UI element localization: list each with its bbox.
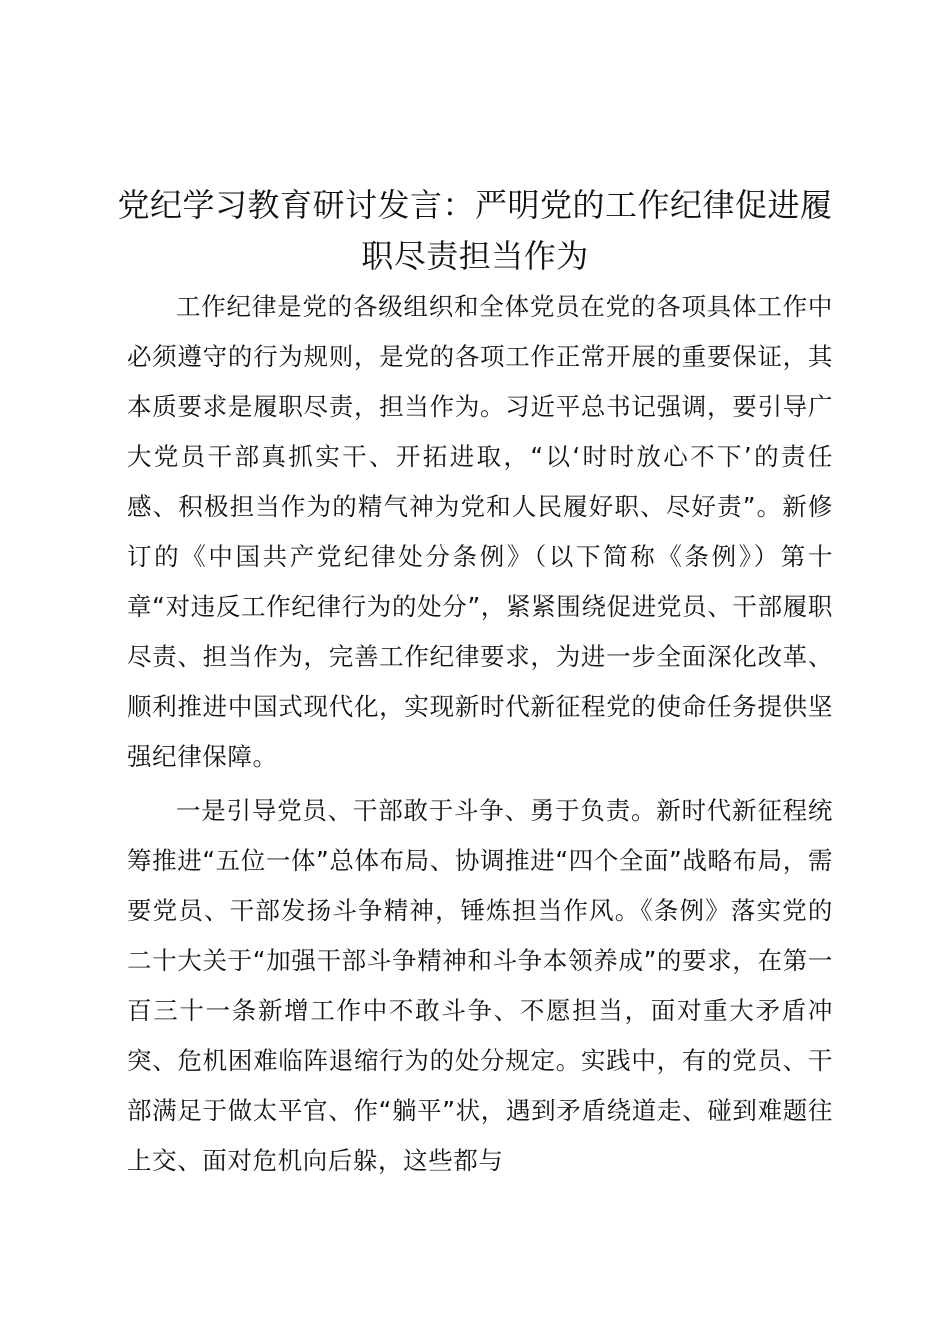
document-title: 党纪学习教育研讨发言：严明党的工作纪律促进履职尽责担当作为 — [117, 186, 833, 275]
document-body — [127, 282, 833, 1190]
paragraph: 工作纪律是党的各级组织和全体党员在党的各项具体工作中必须遵守的行为规则，是党的各项工作正常开展的重要保证，其本质要求是履职尽责，担当作为。习近平总书记强调，要引导广大党员干部真抓实干、开拓进取，“以‘时时放心不下’的责任感、积极担当作为的精气神为党和人民履好职、尽好责”。新修订的《中国共产党纪律处分条例》（以下简称《条例》）第十章“对违反工作纪律行为的处分”，紧紧围绕促进党员、干部履职尽责、担当作为，完善工作纪律要求，为进一步全面深化改革、顺利推进中国式现代化，实现新时代新征程党的使命任务提供坚强纪律保障。 — [127, 292, 833, 771]
paragraph: 一是引导党员、干部敢于斗争、勇于负责。新时代新征程统筹推进“五位一体”总体布局、协调推进“四个全面”战略布局，需要党员、干部发扬斗争精神，锤炼担当作风。《条例》落实党的二十大关于“加强干部斗争精神和斗争本领养成”的要求，在第一百三十一条新增工作中不敢斗争、不愿担当，面对重大矛盾冲突、危机困难临阵退缩行为的处分规定。实践中，有的党员、干部满足于做太平官、作“躺平”状，遇到矛盾绕道走、碰到难题往上交、面对危机向后躲，这些都与 — [127, 796, 833, 1175]
